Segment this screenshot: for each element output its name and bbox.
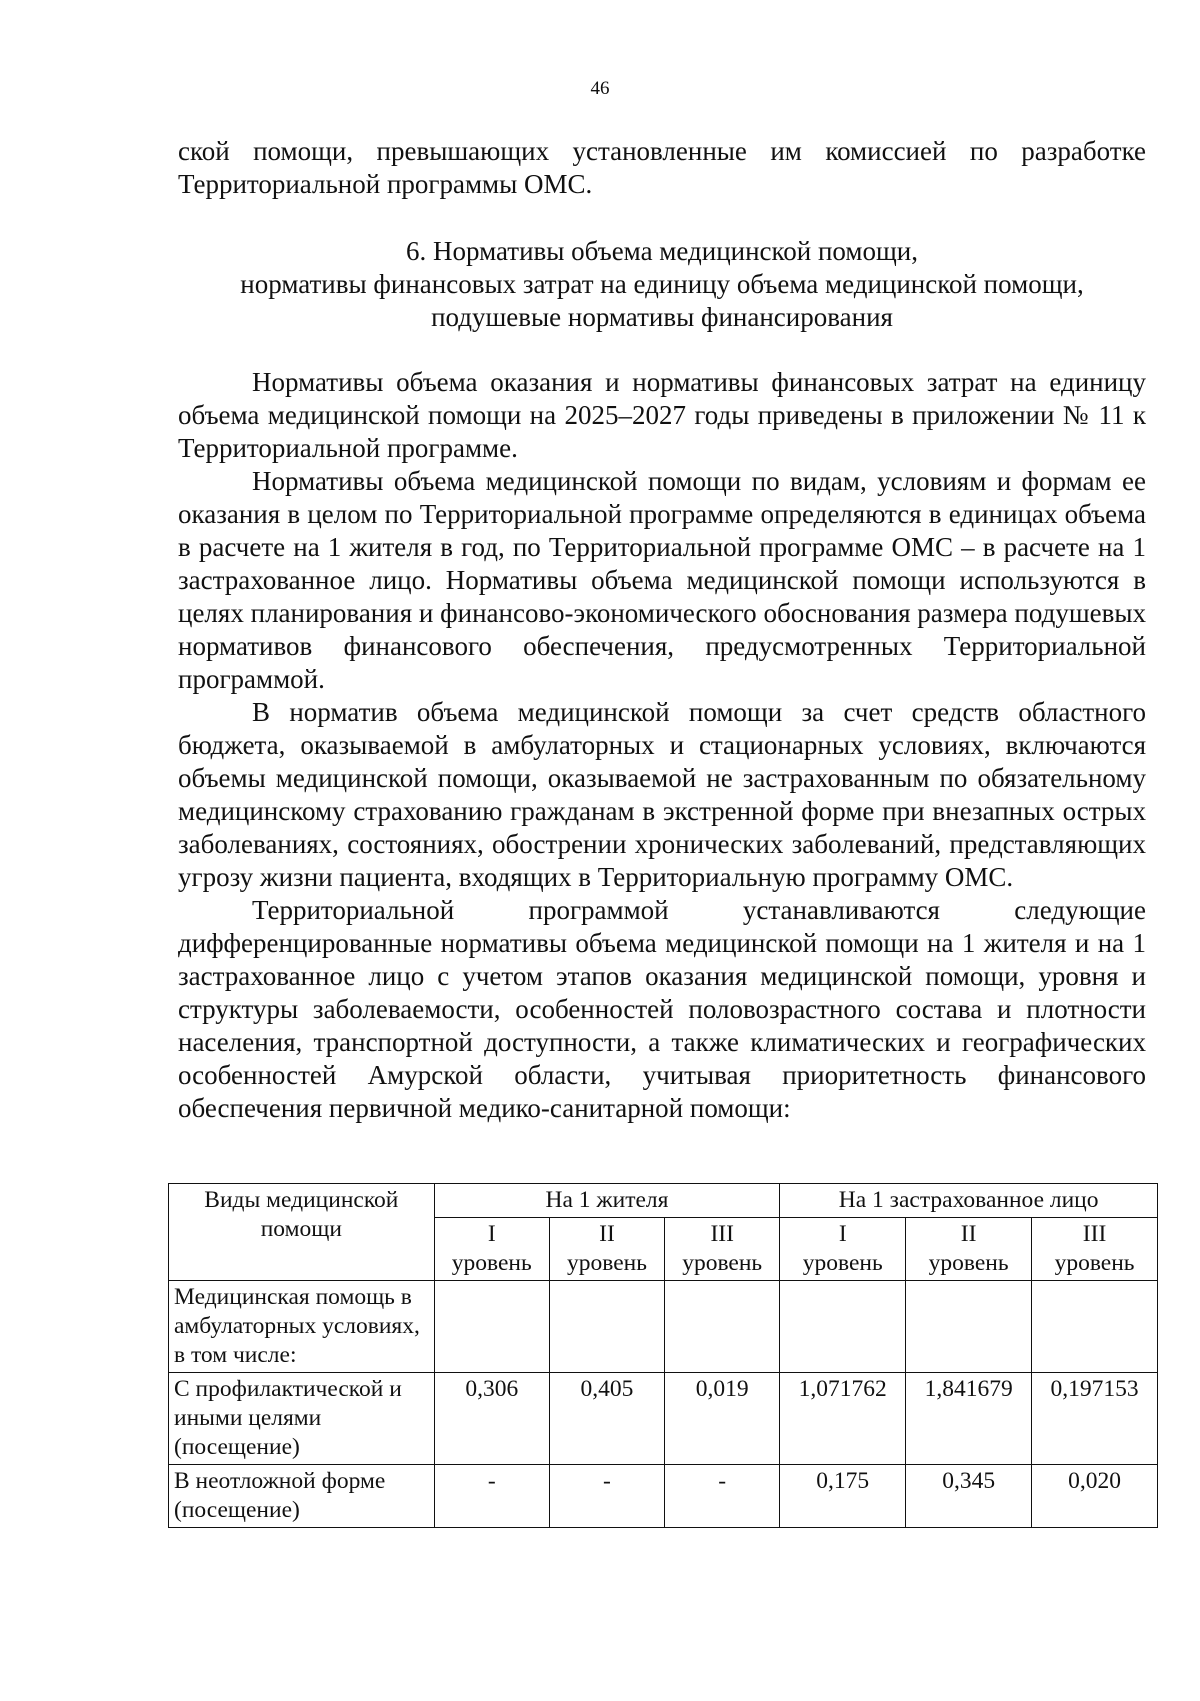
table-cell	[549, 1281, 664, 1373]
section-heading-line-3: подушевые нормативы финансирования	[431, 302, 893, 332]
table-cell: 0,020	[1032, 1465, 1158, 1528]
paragraph-1: Нормативы объема оказания и нормативы финансовых затрат на единицу объема медицинской помощи на 2025–2027 годы приведены в приложении № 11 к Территориальной программе.	[178, 367, 1146, 463]
table-cell	[665, 1281, 780, 1373]
header-kind-of-care: Виды медицинской помощи	[169, 1184, 435, 1281]
section-heading-line-1: 6. Нормативы объема медицинской помощи,	[406, 236, 918, 266]
level-number: I	[838, 1221, 847, 1247]
table-row	[169, 1465, 1158, 1528]
table-cell: 0,306	[434, 1373, 549, 1465]
body-text	[178, 366, 1146, 1125]
table-cell: 1,841679	[906, 1373, 1032, 1465]
paragraph-3: В норматив объема медицинской помощи за счет средств областного бюджета, оказываемой в амбулаторных и стационарных условиях, включаются объемы медицинской помощи, оказываемой не застрахованным по обязательному медицинскому страхованию гражданам в экстренной форме при внезапных острых заболеваниях, состояниях, обострении хронических заболеваний, представляющих угрозу жизни пациента, входящих в Территориальную программу ОМС.	[178, 697, 1146, 892]
level-word: уровень	[802, 1250, 883, 1276]
level-word: уровень	[567, 1250, 647, 1276]
table-header-row	[169, 1184, 1158, 1218]
level-number: III	[1082, 1221, 1107, 1247]
row-label: С профилактической и иными целями (посещение)	[169, 1373, 435, 1465]
level-word: уровень	[928, 1250, 1009, 1276]
level-number: I	[487, 1221, 496, 1247]
table-cell: 0,197153	[1032, 1373, 1158, 1465]
header-level-insured-1	[780, 1218, 906, 1281]
table-cell	[780, 1281, 906, 1373]
header-level-resident-3	[665, 1218, 780, 1281]
table-cell	[1032, 1281, 1158, 1373]
table-cell: -	[434, 1465, 549, 1528]
paragraph-4: Территориальной программой устанавливаются следующие дифференцированные нормативы объема медицинской помощи на 1 жителя и на 1 застрахованное лицо с учетом этапов оказания медицинской помощи, уровня и структуры заболеваемости, особенностей половозрастного состава и плотности населения, транспортной доступности, а также климатических и географических особенностей Амурской области, учитывая приоритетность финансового обеспечения первичной медико-санитарной помощи:	[178, 895, 1146, 1123]
row-label: В неотложной форме (посещение)	[169, 1465, 435, 1528]
level-word: уровень	[1054, 1250, 1135, 1276]
table-cell: 0,405	[549, 1373, 664, 1465]
level-word: уровень	[451, 1250, 532, 1276]
norms-table	[168, 1183, 1158, 1528]
level-word: уровень	[682, 1250, 763, 1276]
header-per-resident: На 1 жителя	[434, 1184, 780, 1218]
table-row	[169, 1281, 1158, 1373]
intro-paragraph: ской помощи, превышающих установленные им комиссией по разработке Территориальной программы ОМС.	[178, 136, 1146, 199]
table-cell: 0,019	[665, 1373, 780, 1465]
header-level-resident-2	[549, 1218, 664, 1281]
section-heading-line-2: нормативы финансовых затрат на единицу объема медицинской помощи,	[240, 269, 1084, 299]
table-row	[169, 1373, 1158, 1465]
paragraph-2: Нормативы объема медицинской помощи по видам, условиям и формам ее оказания в целом по Территориальной программе определяются в единицах объема в расчете на 1 жителя в год, по Территориальной программе ОМС – в расчете на 1 застрахованное лицо. Нормативы объема медицинской помощи используются в целях планирования и финансово-экономического обоснования размера подушевых нормативов финансового обеспечения, предусмотренных Территориальной программой.	[178, 466, 1146, 694]
header-level-insured-3	[1032, 1218, 1158, 1281]
page-number: 46	[590, 78, 610, 99]
table-cell: -	[549, 1465, 664, 1528]
table-cell: 1,071762	[780, 1373, 906, 1465]
level-number: II	[960, 1221, 977, 1247]
table-cell: -	[665, 1465, 780, 1528]
header-per-insured: На 1 застрахованное лицо	[780, 1184, 1158, 1218]
table-cell	[434, 1281, 549, 1373]
level-number: II	[599, 1221, 615, 1247]
table-cell: 0,345	[906, 1465, 1032, 1528]
table-cell	[906, 1281, 1032, 1373]
level-number: III	[710, 1221, 734, 1247]
table-cell: 0,175	[780, 1465, 906, 1528]
header-level-resident-1	[434, 1218, 549, 1281]
header-level-insured-2	[906, 1218, 1032, 1281]
section-heading	[178, 235, 1146, 334]
row-label: Медицинская помощь в амбулаторных условиях, в том числе:	[169, 1281, 435, 1373]
